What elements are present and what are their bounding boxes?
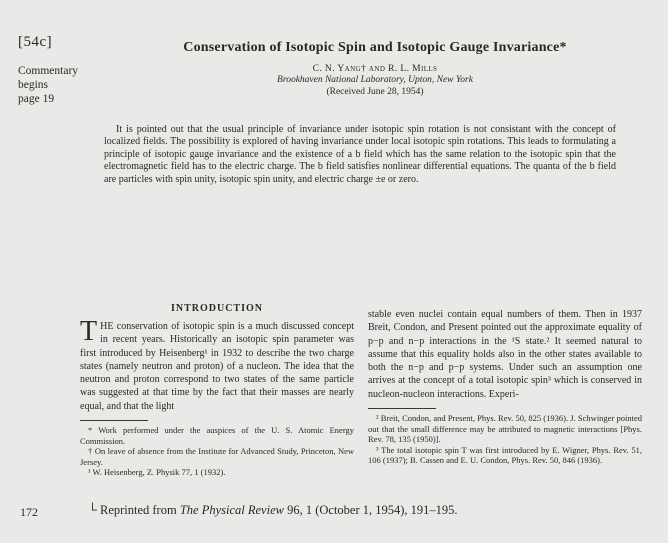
reprint-journal-title: The Physical Review (179, 503, 284, 517)
footnote-rule-left (80, 420, 148, 421)
introduction-paragraph (80, 316, 354, 413)
commentary-note-line-3: page 19 (18, 93, 55, 105)
reprint-suffix: 96, 1 (October 1, 1954), 191–195. (283, 503, 458, 517)
margin-annotations (18, 34, 88, 106)
reprint-credit-line (88, 503, 458, 518)
abstract-paragraph: It is pointed out that the usual principle of invariance under isotopic spin rotation is not consistant with the concept of localized fields. The possibility is explored of having invariance under local isotopic spin rotations. This leads to formulating a principle of isotopic gauge invariance and the existence of a b field which has the same relation to the isotopic spin that the electromagnetic field has to the electric charge. The b field satisfies nonlinear differential equations. The quanta of the b field are particles with spin unity, isotopic spin unity, and electric charge ±e or zero. (104, 124, 616, 185)
right-column-paragraph: stable even nuclei contain equal numbers of them. Then in 1937 Breit, Condon, and Present pointed out the approximate equality of p−p and n−p interactions in the ¹S state.² It seemed natural to assume that this equality holds also in the other states available to both the n−p and p−p systems. Under such an assumption one arrives at the concept of a total isotopic spin³ which is conserved in nucleon-nucleon interactions. Experi- (368, 309, 642, 400)
footnote-rule-right (368, 408, 436, 409)
authors-line: C. N. Yang† and R. L. Mills (312, 64, 438, 74)
two-column-body (80, 303, 642, 478)
introduction-paragraph-text: HE conservation of isotopic spin is a much discussed concept in recent years. Historically an isotopic spin parameter was first introduced by Heisenberg¹ in 1932 to describe the two charge states (namely neutron and proton) of a nucleon. The idea that the neutron and proton correspond to two states of the same particle was suggested at that time by the fact that their masses are nearly equal, and that the light (80, 321, 354, 412)
paper-title: Conservation of Isotopic Spin and Isotopic Gauge Invariance* (183, 40, 567, 55)
right-column (368, 303, 642, 478)
commentary-note-line-1: Commentary (18, 65, 79, 77)
left-column (80, 303, 354, 478)
received-date-line: (Received June 28, 1954) (326, 87, 424, 97)
footnote-work-auspices: * Work performed under the auspices of the U. S. Atomic Energy Commission. (80, 425, 354, 446)
commentary-note-line-2: begins (18, 79, 49, 91)
footnote-heisenberg-ref: ¹ W. Heisenberg, Z. Physik 77, 1 (1932). (88, 467, 226, 478)
affiliation-line: Brookhaven National Laboratory, Upton, New York (277, 75, 473, 85)
paper-id-label: [54c] (18, 34, 53, 50)
section-heading-introduction: INTRODUCTION (170, 303, 263, 314)
footnote-leave-of-absence: † On leave of absence from the Institute for Advanced Study, Princeton, New Jersey. (80, 446, 354, 467)
footnote-wigner-cassen-condon: ³ The total isotopic spin T was first introduced by E. Wigner, Phys. Rev. 51, 106 (1937); B. Cassen and E. U. Condon, Phys. Rev. 50, 846 (1936). (368, 444, 642, 466)
reprint-prefix: └ Reprinted from (88, 503, 180, 517)
footnote-breit-condon-present: ² Breit, Condon, and Present, Phys. Rev. 50, 825 (1936). J. Schwinger pointed out that the small difference may be attributed to magnetic interactions [Phys. Rev. 78, 135 (1950)]. (368, 413, 642, 445)
dropcap-letter: T (80, 316, 98, 347)
page-number: 172 (20, 505, 38, 519)
paper-header (110, 40, 640, 97)
